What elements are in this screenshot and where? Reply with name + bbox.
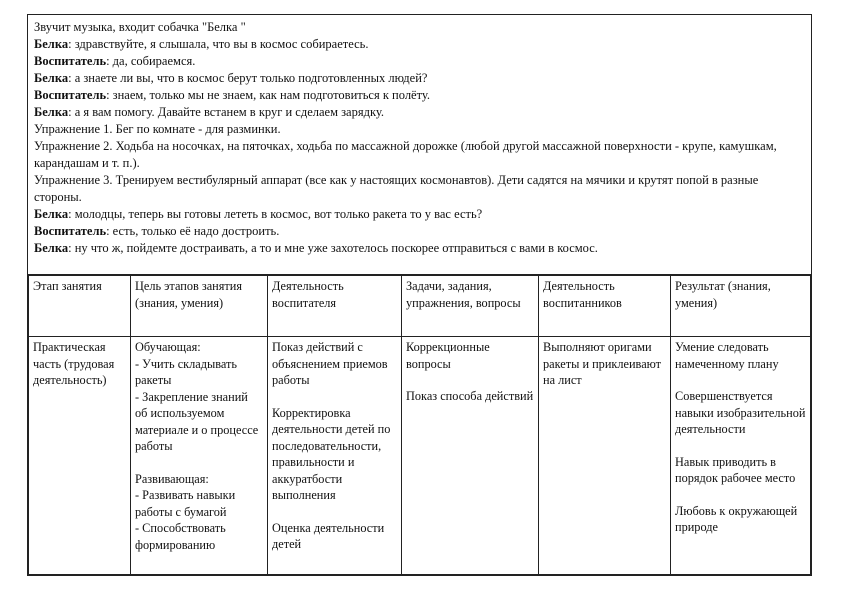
table-header-row (29, 276, 811, 337)
header-stage: Этап занятия (29, 276, 131, 337)
cell-results: Умение следовать намеченному плану Совершенствуется навыки изобразительной деятельности Навык приводить в порядок рабочее место Любовь к окружающей природе (671, 337, 811, 575)
speaker-name: Белка (34, 105, 69, 119)
script-line: Белка: а знаете ли вы, что в космос берут только подготовленных людей? (34, 71, 428, 85)
cell-goals: Обучающая: - Учить складывать ракеты - Закрепление знаний об используемом материале и о процессе работы Развивающая: - Развивать навыки работы с бумагой - Способствовать формированию (131, 337, 268, 575)
script-line: Воспитатель: есть, только её надо достроить. (34, 224, 280, 238)
speaker-name: Белка (34, 207, 69, 221)
script-line: Воспитатель: знаем, только мы не знаем, как нам подготовиться к полёту. (34, 88, 431, 102)
script-line: Воспитатель: да, собираемся. (34, 54, 196, 68)
script-line: Звучит музыка, входит собачка "Белка " (34, 20, 246, 34)
cell-tasks: Коррекционные вопросы Показ способа действий (402, 337, 539, 575)
cell-pupils: Выполняют оригами ракеты и приклеивают на лист (539, 337, 671, 575)
header-results: Результат (знания, умения) (671, 276, 811, 337)
script-line: Белка: ну что ж, пойдемте достраивать, а то и мне уже захотелось поскорее отправиться с вами в космос. (34, 241, 598, 255)
exercise-line: Упражнение 1. Бег по комнате - для разминки. (34, 122, 281, 136)
document-frame (27, 14, 812, 576)
speaker-name: Белка (34, 241, 69, 255)
header-goals: Цель этапов занятия (знания, умения) (131, 276, 268, 337)
script-line: Белка: молодцы, теперь вы готовы лететь в космос, вот только ракета то у вас есть? (34, 207, 483, 221)
speaker-name: Белка (34, 37, 69, 51)
script-line: Белка: здравствуйте, я слышала, что вы в космос собираетесь. (34, 37, 369, 51)
header-tasks: Задачи, задания, упражнения, вопросы (402, 276, 539, 337)
speaker-name: Воспитатель (34, 88, 107, 102)
exercise-line: Упражнение 3. Тренируем вестибулярный аппарат (все как у настоящих космонавтов). Дети садятся на мячики и крутят попой в разные стороны. (34, 173, 759, 204)
cell-teacher: Показ действий с объяснением приемов работы Корректировка деятельности детей по последовательности, правильности и аккуратбости выполнения Оценка деятельности детей (268, 337, 402, 575)
exercise-line: Упражнение 2. Ходьба на носочках, на пяточках, ходьба по массажной дорожке (любой другой массажной поверхности - крупе, камушкам, карандашам и т. п.). (34, 139, 777, 170)
table-row (29, 337, 811, 575)
scenario-text (28, 15, 811, 275)
speaker-name: Белка (34, 71, 69, 85)
script-line: Белка: а я вам помогу. Давайте встанем в круг и сделаем зарядку. (34, 105, 384, 119)
lesson-plan-table (28, 275, 811, 575)
speaker-name: Воспитатель (34, 54, 107, 68)
cell-stage: Практическая часть (трудовая деятельность) (29, 337, 131, 575)
header-teacher: Деятельность воспитателя (268, 276, 402, 337)
speaker-name: Воспитатель (34, 224, 107, 238)
header-pupils: Деятельность воспитанников (539, 276, 671, 337)
